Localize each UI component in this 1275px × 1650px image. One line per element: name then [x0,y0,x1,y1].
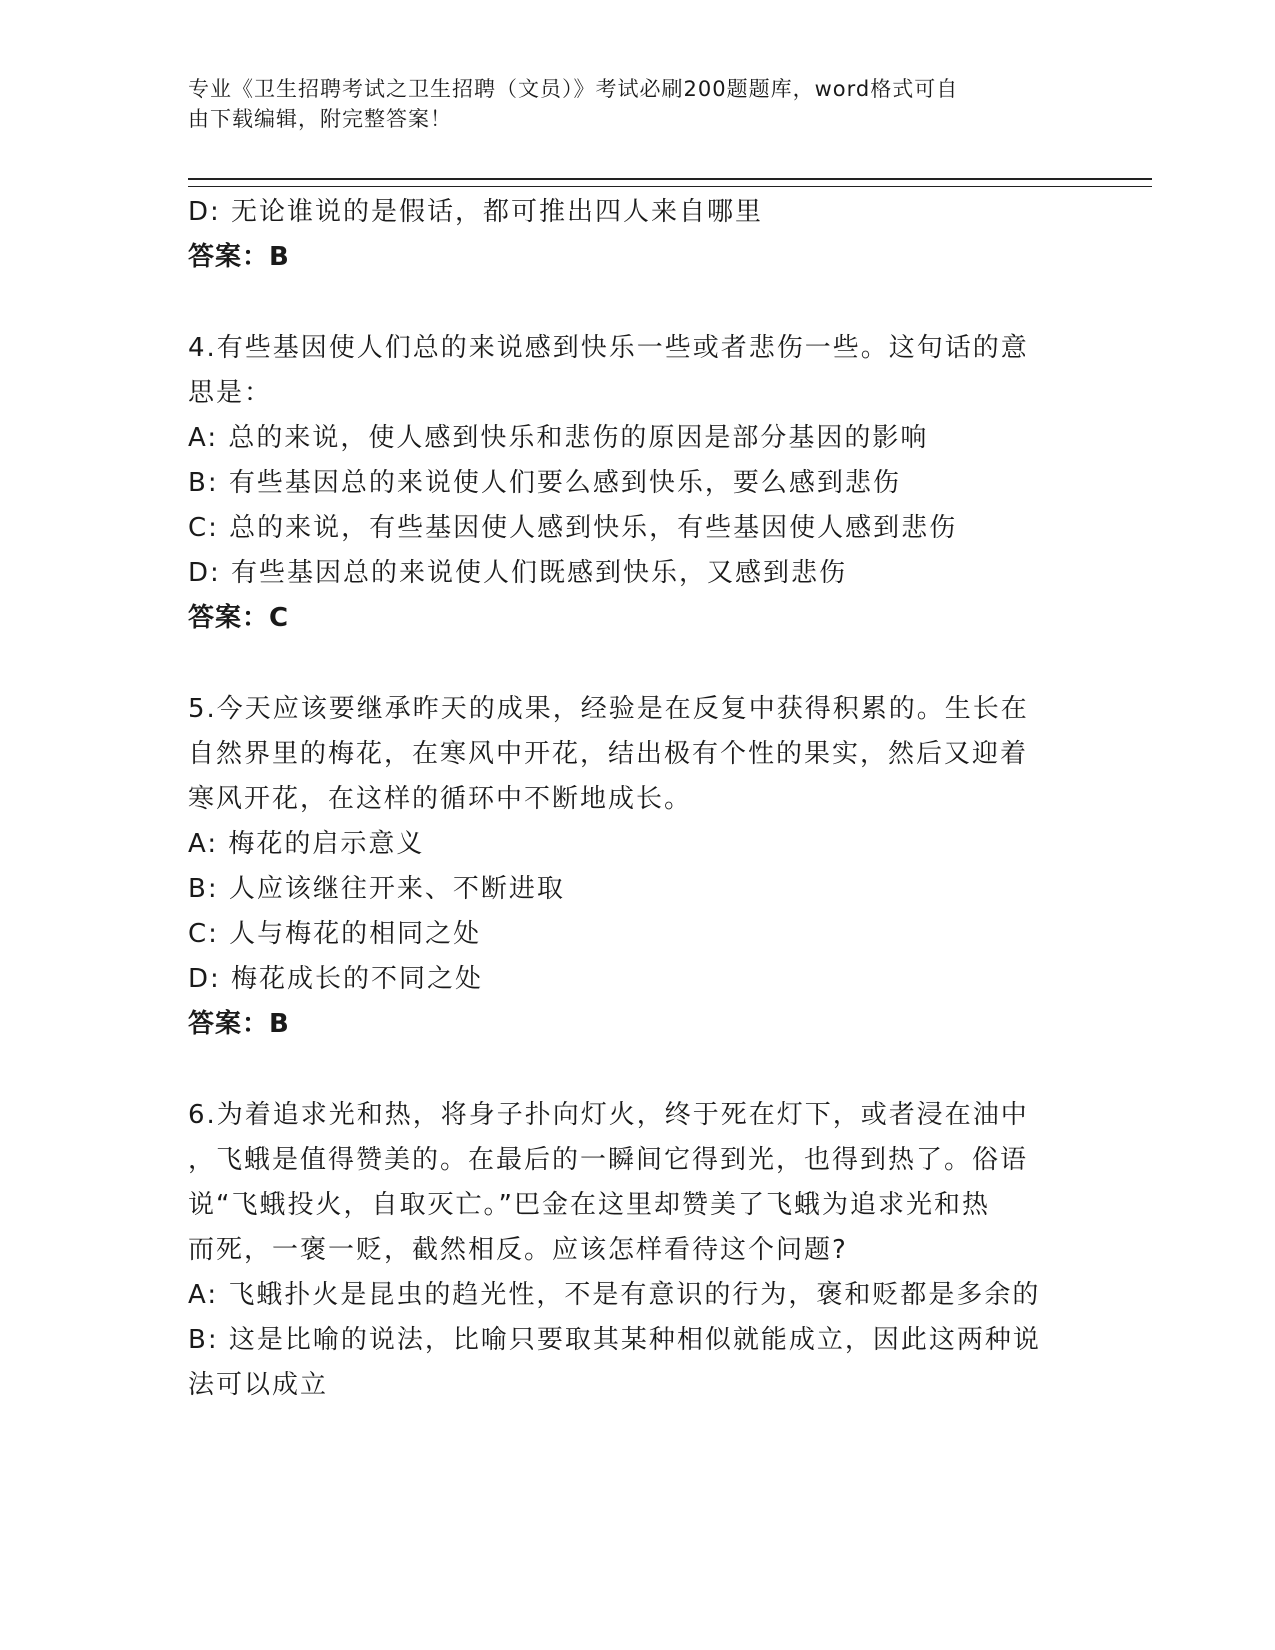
spacer [188,1047,1078,1093]
option-b-continued: 法可以成立 [188,1370,329,1400]
option-c: C: 总的来说，有些基因使人感到快乐，有些基因使人感到悲伤 [188,513,958,543]
question-text-line: 4.有些基因使人们总的来说感到快乐一些或者悲伤一些。这句话的意 [188,333,1029,363]
question-text-line: ，飞蛾是值得赞美的。在最后的一瞬间它得到光，也得到热了。俗语 [188,1145,1029,1175]
answer-line: 答案：B [188,1009,290,1039]
question-text-line: 说“飞蛾投火，自取灭亡。”巴金在这里却赞美了飞蛾为追求光和热 [188,1190,990,1220]
option-d: D: 有些基因总的来说使人们既感到快乐，又感到悲伤 [188,558,848,588]
option-d: D: 梅花成长的不同之处 [188,964,484,994]
answer-line: 答案：C [188,603,290,633]
option-a: A: 梅花的启示意义 [188,829,425,859]
option-b: B: 这是比喻的说法，比喻只要取其某种相似就能成立，因此这两种说 [188,1325,1041,1355]
document-header [188,74,1068,134]
option-a: A: 飞蛾扑火是昆虫的趋光性，不是有意识的行为，褒和贬都是多余的 [188,1280,1041,1310]
spacer [188,641,1078,687]
document-body [188,190,1078,1408]
header-divider [188,178,1152,187]
previous-question-tail [188,190,1078,280]
question-text-line: 寒风开花，在这样的循环中不断地成长。 [188,784,693,814]
header-line-2: 由下载编辑，附完整答案！ [188,107,452,131]
option-b: B: 人应该继往开来、不断进取 [188,874,565,904]
question-text-line: 思是： [188,378,273,408]
question-text-line: 6.为着追求光和热，将身子扑向灯火，终于死在灯下，或者浸在油中 [188,1100,1029,1130]
question-5 [188,687,1078,1047]
spacer [188,280,1078,326]
option-b: B: 有些基因总的来说使人们要么感到快乐，要么感到悲伤 [188,468,901,498]
answer-line: 答案：B [188,242,290,272]
option-d: D: 无论谁说的是假话，都可推出四人来自哪里 [188,197,764,227]
question-text-line: 而死，一褒一贬，截然相反。应该怎样看待这个问题? [188,1235,848,1265]
option-c: C: 人与梅花的相同之处 [188,919,482,949]
option-a: A: 总的来说，使人感到快乐和悲伤的原因是部分基因的影响 [188,423,929,453]
question-4 [188,326,1078,641]
question-text-line: 5.今天应该要继承昨天的成果，经验是在反复中获得积累的。生长在 [188,694,1029,724]
question-text-line: 自然界里的梅花，在寒风中开花，结出极有个性的果实，然后又迎着 [188,739,1029,769]
question-6 [188,1093,1078,1408]
header-line-1: 专业《卫生招聘考试之卫生招聘（文员）》考试必刷200题题库，word格式可自 [188,77,959,101]
